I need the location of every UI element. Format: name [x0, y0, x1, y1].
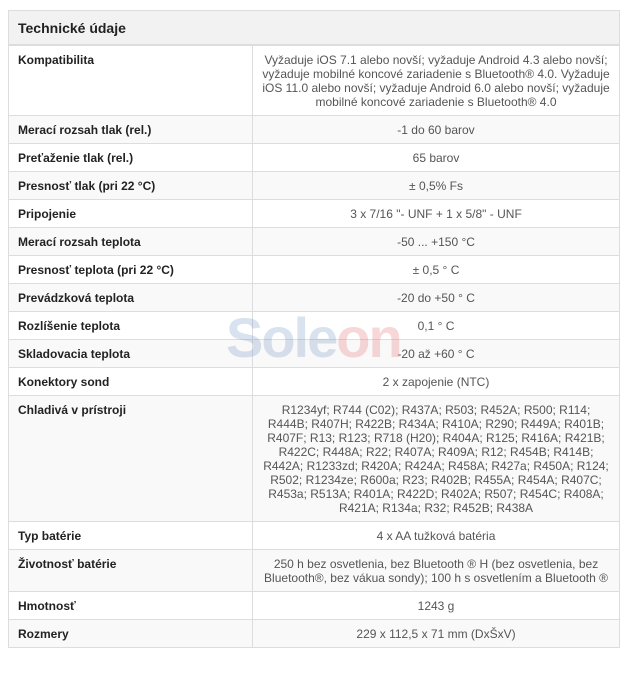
spec-label: Typ batérie: [9, 522, 253, 550]
table-row: [9, 256, 620, 284]
spec-label: Rozmery: [9, 620, 253, 648]
specs-table-body: [9, 46, 620, 648]
spec-value: ± 0,5 ° C: [253, 256, 620, 284]
table-row: [9, 46, 620, 116]
spec-label: Skladovacia teplota: [9, 340, 253, 368]
spec-value: 4 x AA tužková batéria: [253, 522, 620, 550]
spec-value: 65 barov: [253, 144, 620, 172]
table-row: [9, 550, 620, 592]
spec-value: -20 do +50 ° C: [253, 284, 620, 312]
spec-value: 2 x zapojenie (NTC): [253, 368, 620, 396]
table-row: [9, 144, 620, 172]
spec-label: Pripojenie: [9, 200, 253, 228]
table-row: [9, 620, 620, 648]
watermark-part-1: Sole: [226, 306, 337, 369]
spec-label: Kompatibilita: [9, 46, 253, 116]
spec-label: Presnosť tlak (pri 22 °C): [9, 172, 253, 200]
spec-label: Rozlíšenie teplota: [9, 312, 253, 340]
spec-value: Vyžaduje iOS 7.1 alebo novší; vyžaduje Android 4.3 alebo novší; vyžaduje mobilné koncové zariadenie s Bluetooth® 4.0. Vyžaduje iOS 11.0 alebo novší; vyžaduje Android 6.0 alebo novší; vyžaduje mobilné koncové zariadenie s Bluetooth® 4.0: [253, 46, 620, 116]
table-row: [9, 116, 620, 144]
spec-value: 3 x 7/16 "- UNF + 1 x 5/8" - UNF: [253, 200, 620, 228]
spec-value: 1243 g: [253, 592, 620, 620]
spec-label: Preťaženie tlak (rel.): [9, 144, 253, 172]
spec-value: R1234yf; R744 (C02); R437A; R503; R452A; R500; R114; R444B; R407H; R422B; R434A; R410A; R290; R449A; R401B; R407F; R13; R123; R718 (H20); R404A; R125; R416A; R421B; R422C; R448A; R22; R407A; R409A; R12; R454B; R414B; R442A; R1233zd; R420A; R424A; R458A; R427a; R450A; R124; R502; R1234ze; R600a; R23; R402B; R455A; R454A; R407C; R453a; R513A; R401A; R422D; R402A; R507; R454C; R408A; R421A; R134a; R32; R452B; R438A: [253, 396, 620, 522]
table-row: [9, 312, 620, 340]
specs-table: [8, 45, 620, 648]
spec-value: -20 až +60 ° C: [253, 340, 620, 368]
table-row: [9, 200, 620, 228]
table-row: [9, 340, 620, 368]
spec-label: Merací rozsah tlak (rel.): [9, 116, 253, 144]
spec-label: Chladivá v prístroji: [9, 396, 253, 522]
spec-value: 250 h bez osvetlenia, bez Bluetooth ® H (bez osvetlenia, bez Bluetooth®, bez vákua sondy); 100 h s osvetlením a Bluetooth ®: [253, 550, 620, 592]
table-row: [9, 522, 620, 550]
spec-value: 0,1 ° C: [253, 312, 620, 340]
watermark-part-2: on: [336, 306, 401, 369]
table-row: [9, 396, 620, 522]
table-row: [9, 592, 620, 620]
section-title: Technické údaje: [8, 10, 620, 45]
spec-label: Životnosť batérie: [9, 550, 253, 592]
tech-specs-section: [8, 10, 620, 648]
spec-value: -1 do 60 barov: [253, 116, 620, 144]
spec-label: Hmotnosť: [9, 592, 253, 620]
spec-label: Presnosť teplota (pri 22 °C): [9, 256, 253, 284]
spec-label: Konektory sond: [9, 368, 253, 396]
table-row: [9, 172, 620, 200]
table-row: [9, 368, 620, 396]
spec-label: Merací rozsah teplota: [9, 228, 253, 256]
table-row: [9, 284, 620, 312]
table-row: [9, 228, 620, 256]
spec-value: -50 ... +150 °C: [253, 228, 620, 256]
spec-value: 229 x 112,5 x 71 mm (DxŠxV): [253, 620, 620, 648]
spec-label: Prevádzková teplota: [9, 284, 253, 312]
spec-value: ± 0,5% Fs: [253, 172, 620, 200]
